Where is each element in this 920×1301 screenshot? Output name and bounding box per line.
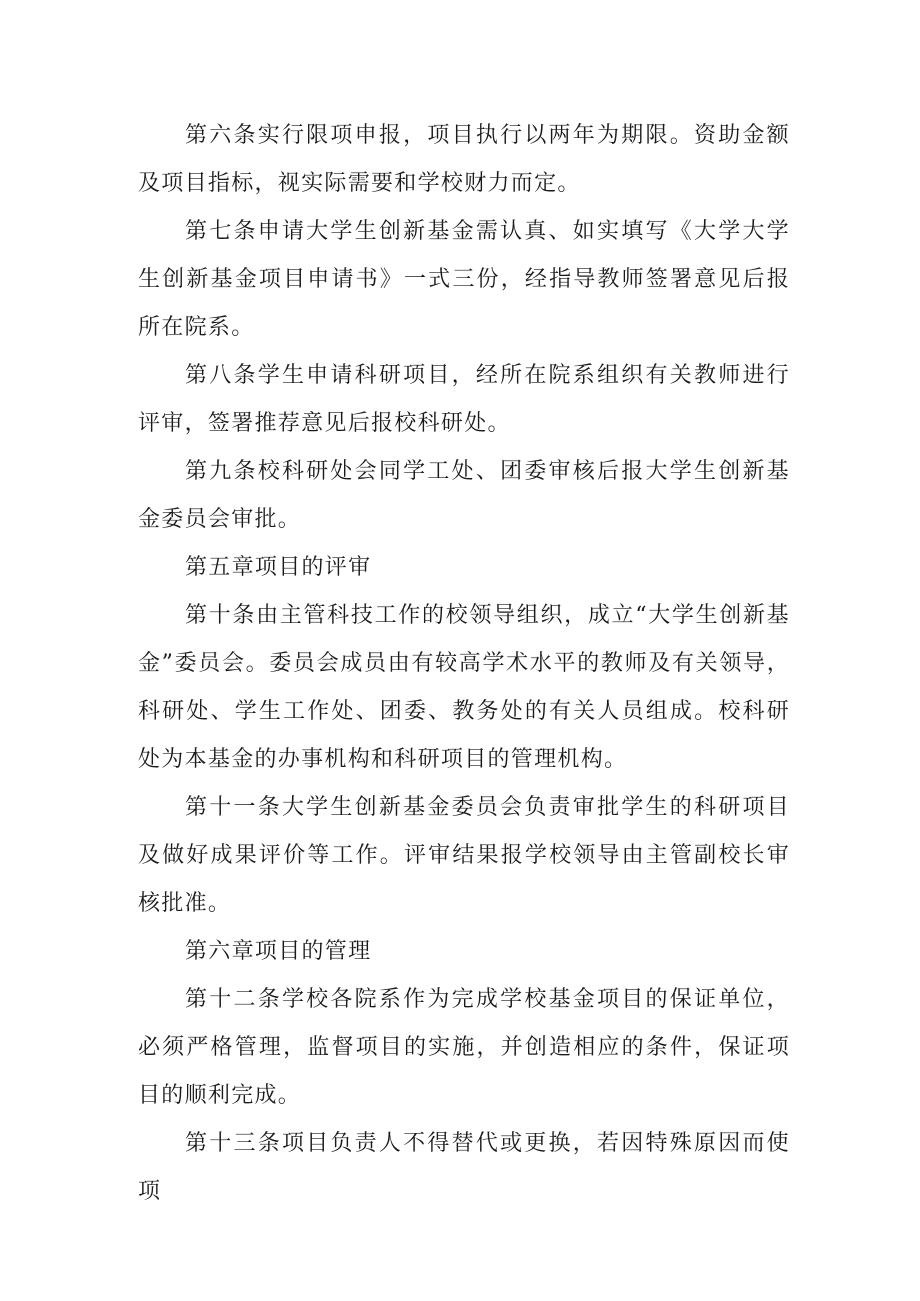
article-11-paragraph: 第十一条大学生创新基金委员会负责审批学生的科研项目及做好成果评价等工作。评审结果报学校领导由主管副校长审核批准。	[138, 795, 790, 916]
article-10-paragraph: 第十条由主管科技工作的校领导组织，成立“大学生创新基金”委员会。委员会成员由有较高学术水平的教师及有关领导，科研处、学生工作处、团委、教务处的有关人员组成。校科研处为本基金的办事机构和科研项目的管理机构。	[138, 603, 790, 772]
chapter-6-heading: 第六章项目的管理	[185, 939, 372, 964]
article-8-paragraph: 第八条学生申请科研项目，经所在院系组织有关教师进行评审，签署推荐意见后报校科研处。	[138, 363, 790, 436]
article-9-paragraph: 第九条校科研处会同学工处、团委审核后报大学生创新基金委员会审批。	[138, 459, 790, 532]
chapter-5-heading: 第五章项目的评审	[185, 555, 372, 580]
article-6-paragraph: 第六条实行限项申报，项目执行以两年为期限。资助金额及项目指标，视实际需要和学校财力而定。	[138, 123, 790, 196]
article-12-paragraph: 第十二条学校各院系作为完成学校基金项目的保证单位，必须严格管理，监督项目的实施，并创造相应的条件，保证项目的顺利完成。	[138, 987, 790, 1108]
article-13-paragraph: 第十三条项目负责人不得替代或更换，若因特殊原因而使项	[138, 1131, 790, 1204]
article-7-paragraph: 第七条申请大学生创新基金需认真、如实填写《大学大学生创新基金项目申请书》一式三份，经指导教师签署意见后报所在院系。	[138, 219, 790, 340]
document-body	[138, 112, 790, 1216]
